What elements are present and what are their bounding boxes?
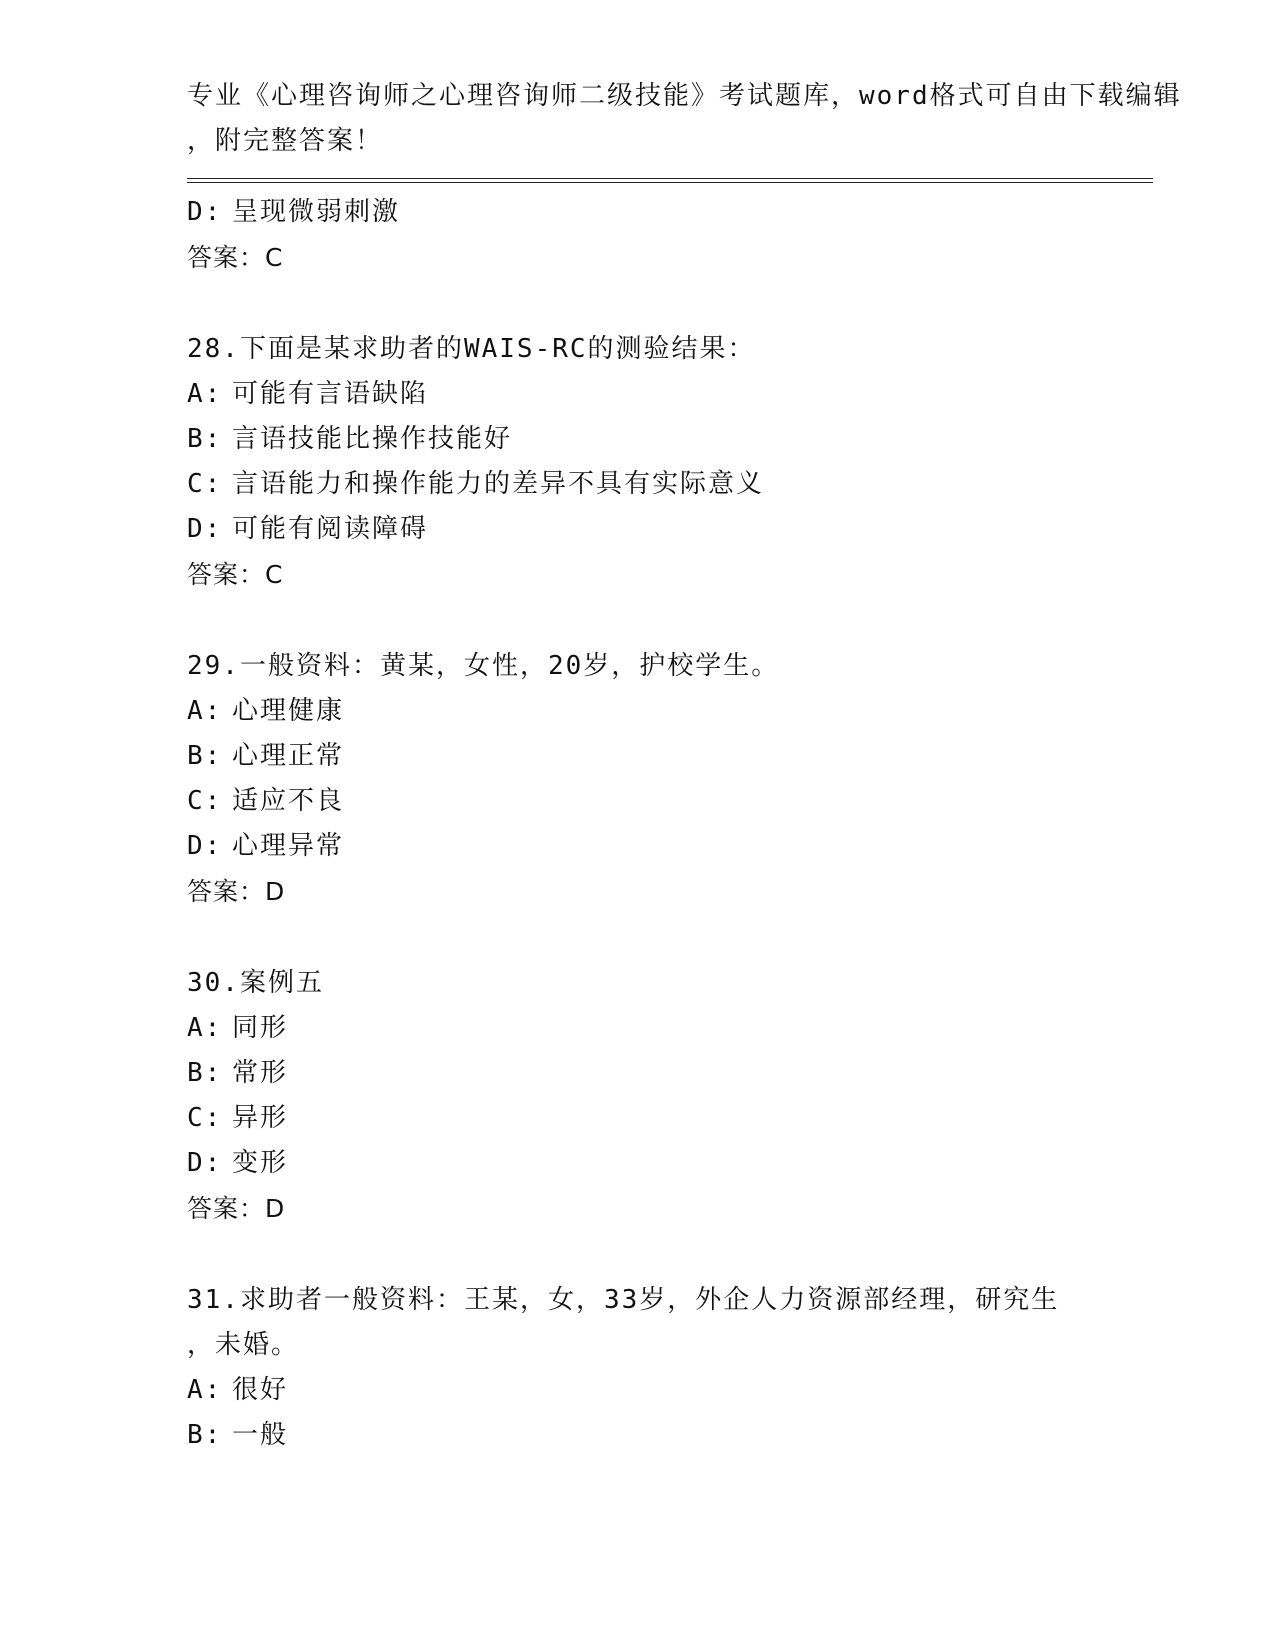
option-d — [187, 190, 1127, 235]
option-letter: B: — [187, 424, 223, 454]
option-letter: A: — [187, 1375, 223, 1405]
option-text: 心理异常 — [232, 831, 345, 861]
document-header — [187, 74, 1182, 164]
option-letter: C: — [187, 786, 223, 816]
option-text: 异形 — [232, 1103, 289, 1133]
option-text: 言语能力和操作能力的差异不具有实际意义 — [232, 469, 765, 499]
option-c — [187, 1096, 1127, 1141]
answer-line: 答案：D — [187, 1194, 286, 1223]
option-a — [187, 1368, 1127, 1413]
option-letter: B: — [187, 1058, 223, 1088]
header-line-1: 专业《心理咨询师之心理咨询师二级技能》考试题库，word格式可自由下载编辑 — [187, 81, 1182, 111]
question-30 — [187, 961, 1127, 1231]
option-text: 心理正常 — [232, 741, 345, 771]
option-a — [187, 372, 1127, 417]
option-d — [187, 824, 1127, 869]
question-list — [187, 190, 1127, 1458]
option-b — [187, 1413, 1127, 1458]
option-letter: C: — [187, 1103, 223, 1133]
option-letter: A: — [187, 379, 223, 409]
option-text: 很好 — [232, 1375, 289, 1405]
option-letter: B: — [187, 1420, 223, 1450]
option-d — [187, 1141, 1127, 1186]
question-stem: 30.案例五 — [187, 968, 324, 998]
question-stem: 28.下面是某求助者的WAIS-RC的测验结果： — [187, 334, 756, 364]
option-text: 适应不良 — [232, 786, 345, 816]
option-letter: D: — [187, 514, 223, 544]
option-text: 可能有阅读障碍 — [232, 514, 429, 544]
option-b — [187, 734, 1127, 779]
option-letter: D: — [187, 831, 223, 861]
question-stem-line-1: 31.求助者一般资料：王某，女，33岁，外企人力资源部经理，研究生 — [187, 1285, 1060, 1315]
answer-line: 答案：C — [187, 560, 284, 589]
option-letter: A: — [187, 1013, 223, 1043]
option-a — [187, 1006, 1127, 1051]
option-text: 一般 — [232, 1420, 289, 1450]
option-letter: D: — [187, 1148, 223, 1178]
option-text: 心理健康 — [232, 696, 345, 726]
question-stem-line-2: ，未婚。 — [187, 1330, 300, 1360]
option-text: 常形 — [232, 1058, 289, 1088]
option-d — [187, 507, 1127, 552]
option-c — [187, 779, 1127, 824]
option-letter: B: — [187, 741, 223, 771]
option-text: 言语技能比操作技能好 — [232, 424, 513, 454]
option-c — [187, 462, 1127, 507]
option-b — [187, 1051, 1127, 1096]
question-stem: 29.一般资料：黄某，女性，20岁，护校学生。 — [187, 651, 780, 681]
option-text: 可能有言语缺陷 — [232, 379, 429, 409]
option-text: 同形 — [232, 1013, 289, 1043]
option-b — [187, 417, 1127, 462]
header-line-2: ，附完整答案！ — [187, 126, 384, 156]
answer-line: 答案：C — [187, 243, 284, 272]
header-divider — [187, 178, 1153, 183]
question-31 — [187, 1278, 1127, 1458]
option-letter: C: — [187, 469, 223, 499]
option-a — [187, 689, 1127, 734]
option-letter: A: — [187, 696, 223, 726]
option-text: 呈现微弱刺激 — [232, 197, 401, 227]
answer-line: 答案：D — [187, 877, 286, 906]
question-29 — [187, 644, 1127, 914]
question-28 — [187, 327, 1127, 597]
option-text: 变形 — [232, 1148, 289, 1178]
option-letter: D: — [187, 197, 223, 227]
